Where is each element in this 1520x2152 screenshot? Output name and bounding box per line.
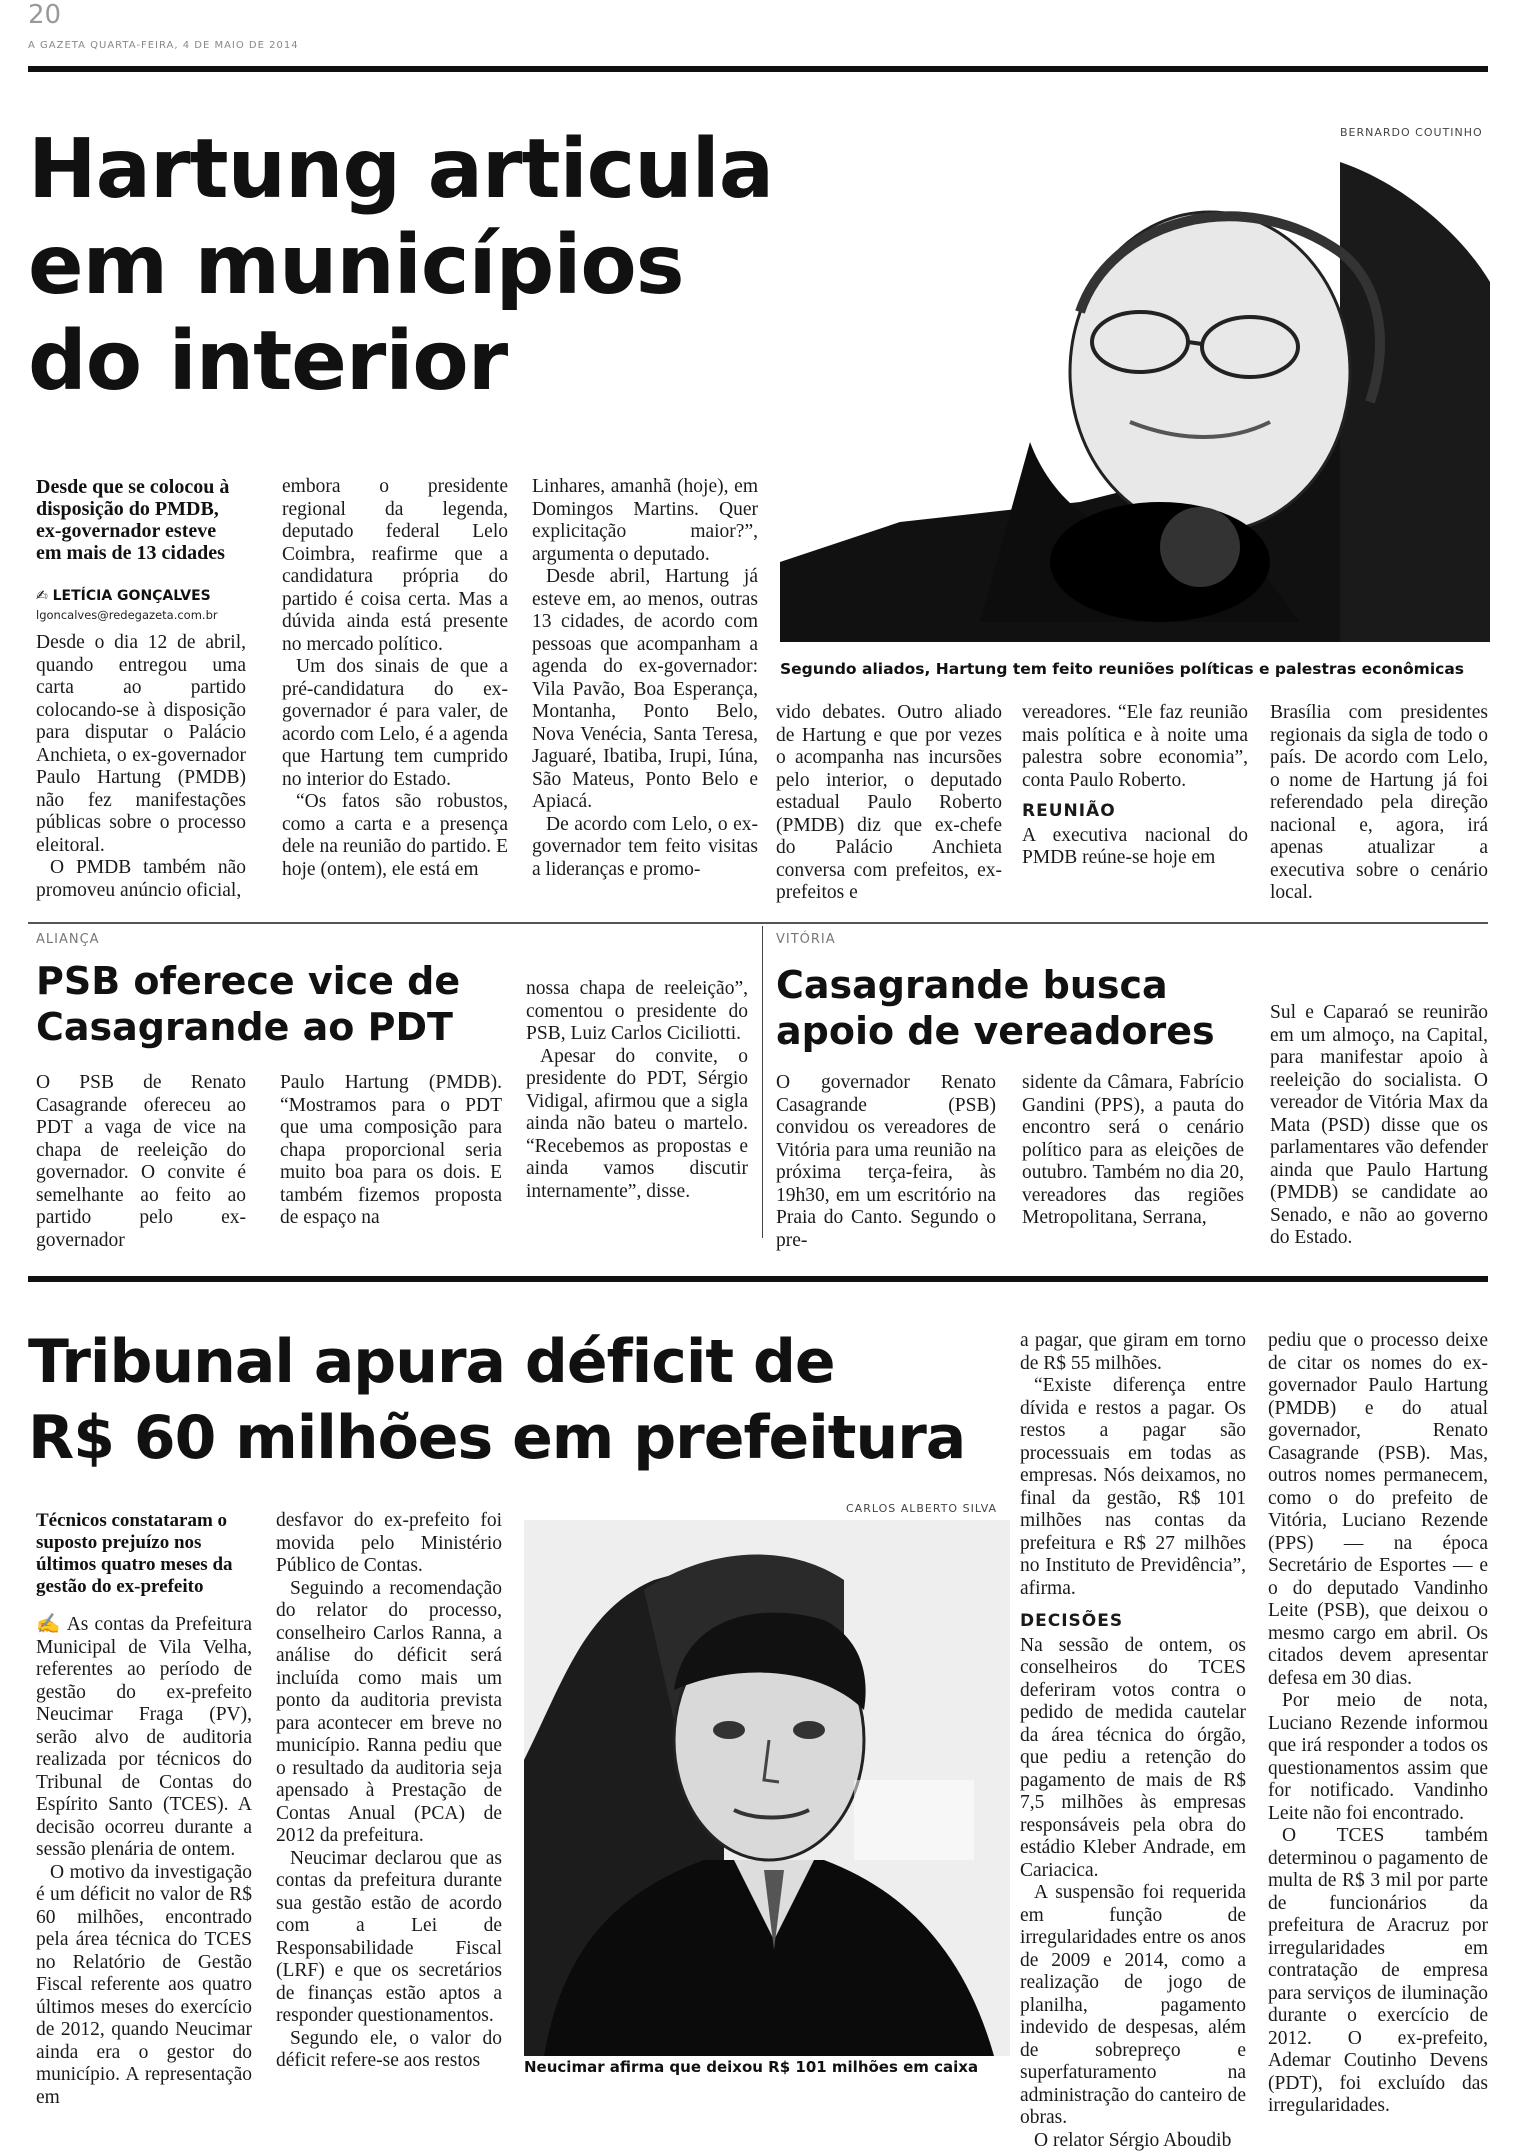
story1-section-head: REUNIÃO (1022, 801, 1116, 821)
story1-column-6: Brasília com presidentes regionais da sigla de todo o país. De acordo com Lelo, o nome de Hartung já foi referendado pela direção nacional e, agora, irá apenas atualizar a executiva sobre o cenário local. (1270, 702, 1488, 903)
story1-headline-line: do interior (28, 314, 508, 409)
story3-kicker: VITÓRIA (776, 932, 836, 947)
story1-column-3: Linhares, amanhã (hoje), em Domingos Martins. Quer explicitação maior?”, argumenta o deputado. Desde abril, Hartung já esteve em, ao menos, outras 13 cidades, de acordo com pessoas que acompanham a agenda do ex-governador: Vila Pavão, Boa Esperança, Montanha, Ponto Belo, Nova Venécia, Santa Teresa, Jaguaré, Ibatiba, Irupi, Iúna, São Mateus, Ponto Belo e Apiacá. De acordo com Lelo, o ex-governador tem feito visitas a lideranças e promo- (532, 476, 758, 880)
story1-headline-line: em municípios (28, 218, 684, 313)
story1-email: lgoncalves@redegazeta.com.br (36, 608, 218, 622)
story2-headline-line: Casagrande ao PDT (36, 1005, 453, 1049)
story2-column-2: Paulo Hartung (PMDB). “Mostramos para o PDT que uma composição para chapa proporcional seria muito boa para os dois. E também fizemos proposta de espaço na (280, 1072, 502, 1228)
story4-column-3: a pagar, que giram em torno de R$ 55 milhões. “Existe diferença entre dívida e restos a pagar. Os restos a pagar são processuais em todas as empresas. Nós deixamos, no final da gestão, R$ 101 milhões nas contas da prefeitura e R$ 27 milhões no Instituto de Previdência”, afirma. DECISÕES Na sessão de ontem, os conselheiros do TCES deferiram votos contra o pedido de medida cautelar da área técnica do órgão, que pediu a retenção do pagamento de mais de R$ 7,5 milhões às empresas responsáveis pela obra do estádio Kleber Andrade, em Cariacica. A suspensão foi requerida em função de irregularidades entre os anos de 2009 e 2014, como a realização de jogo de planilha, pagamento indevido de despesas, além de sobrepreço e superfaturamento na administração do canteiro de obras. O relator Sérgio Aboudib (1020, 1330, 1246, 2151)
story4-headline-line: R$ 60 milhões em prefeitura (28, 1403, 966, 1473)
mid-rule-2 (28, 1276, 1488, 1282)
story4-headline (28, 1324, 965, 1476)
story4-headline-line: Tribunal apura déficit de (28, 1327, 835, 1397)
story4-photo-caption: Neucimar afirma que deixou R$ 101 milhões em caixa (524, 2058, 979, 2076)
story1-column-4: vido debates. Outro aliado de Hartung e que por vezes o acompanha nas incursões pelo interior, o deputado estadual Paulo Roberto (PMDB) diz que ex-chefe do Palácio Anchieta conversa com prefeitos, ex-prefeitos e (776, 702, 1002, 903)
story4-column-1: ✍ As contas da Prefeitura Municipal de Vila Velha, referentes ao período de gestão do ex-prefeito Neucimar Fraga (PV), serão alvo de auditoria realizada por técnicos do Tribunal de Contas do Espírito Santo (TCES). A decisão ocorreu durante a sessão plenária de ontem. O motivo da investigação é um déficit no valor de R$ 60 milhões, encontrado pela área técnica do TCES no Relatório de Gestão Fiscal referente aos quatro últimos meses do exercício de 2012, quando Neucimar ainda era o gestor do município. A representação em (36, 1614, 252, 2108)
story2-headline (36, 958, 460, 1050)
page-number: 20 (28, 0, 62, 30)
masthead-line: A GAZETA QUARTA-FEIRA, 4 DE MAIO DE 2014 (28, 40, 299, 51)
story1-photo-caption: Segundo aliados, Hartung tem feito reuniões políticas e palestras econômicas (780, 660, 1465, 678)
story1-column-1: Desde o dia 12 de abril, quando entregou uma carta ao partido colocando-se à disposição para disputar o Palácio Anchieta, o ex-governador Paulo Hartung (PMDB) não fez manifestações públicas sobre o processo eleitoral. O PMDB também não promoveu anúncio oficial, (36, 632, 246, 901)
top-rule (28, 66, 1488, 72)
story4-column-4: pediu que o processo deixe de citar os nomes do ex-governador Paulo Hartung (PMDB) e do atual governador, Renato Casagrande (PSB). Mas, outros nomes permanecem, como o do prefeito de Vitória, Luciano Rezende (PPS) — na época Secretário de Esportes — e o do deputado Vandinho Leite (PSB), que deixou o mesmo cargo em abril. Os citados devem apresentar defesa em 30 dias. Por meio de nota, Luciano Rezende informou que irá responder a todos os questionamentos assim que for notificado. Vandinho Leite não foi encontrado. O TCES também determinou o pagamento de multa de R$ 3 mil por parte de funcionários da prefeitura de Aracruz por irregularidades em contratação de empresa para serviços de iluminação durante o exercício de 2012. O ex-prefeito, Ademar Coutinho Devens (PDT), foi excluído das irregularidades. (1268, 1330, 1488, 2116)
story1-photo-credit: BERNARDO COUTINHO (1340, 126, 1483, 139)
mid-rule-1 (28, 922, 1488, 924)
story4-subhead: Técnicos constataram o suposto prejuízo nos últimos quatro meses da gestão do ex-prefeito (36, 1510, 233, 1597)
story1-subhead: Desde que se colocou à disposição do PMDB, ex-governador esteve em mais de 13 cidades (36, 476, 230, 564)
story3-column-3: Sul e Caparaó se reunirão em um almoço, na Capital, para manifestar apoio à reeleição do socialista. O vereador de Vitória Max da Mata (PSD) disse que os parlamentares vão defender ainda que Paulo Hartung (PMDB) se candidate ao Senado, e não ao governo do Estado. (1270, 1002, 1488, 1248)
story2-column-1: O PSB de Renato Casagrande ofereceu ao PDT a vaga de vice na chapa de reeleição do governador. O convite é semelhante ao feito ao partido pelo ex-governador (36, 1072, 246, 1251)
pen-icon: ✍ (36, 588, 53, 604)
story3-headline-line: apoio de vereadores (776, 1009, 1215, 1053)
story1-headline (28, 122, 773, 410)
story1-column-5: vereadores. “Ele faz reunião mais política e à noite uma palestra sobre economia”, conta Paulo Roberto. REUNIÃO A executiva nacional do PMDB reúne-se hoje em (1022, 702, 1248, 868)
hartung-photo (780, 142, 1490, 642)
neucimar-photo (524, 1520, 1010, 2056)
column-divider (762, 926, 763, 1238)
pen-icon: ✍ (36, 1614, 67, 1635)
story2-kicker: ALIANÇA (36, 932, 100, 947)
story3-headline-line: Casagrande busca (776, 963, 1168, 1007)
story1-headline-line: Hartung articula (28, 122, 774, 217)
story3-column-2: sidente da Câmara, Fabrício Gandini (PPS), a pauta do encontro será o cenário político para as eleições de outubro. Também no dia 20, vereadores das regiões Metropolitana, Serrana, (1022, 1072, 1244, 1228)
neucimar-photo-image (524, 1520, 1010, 2056)
story2-headline-line: PSB oferece vice de (36, 959, 461, 1003)
story4-column-2: desfavor do ex-prefeito foi movida pelo Ministério Público de Contas. Seguindo a recomendação do relator do processo, conselheiro Carlos Ranna, a análise do déficit será incluída como mais um ponto da auditoria prevista para acontecer em breve no município. Ranna pediu que o resultado da auditoria seja apensado à Prestação de Contas Anual (PCA) de 2012 da prefeitura. Neucimar declarou que as contas da prefeitura durante sua gestão estão de acordo com a Lei de Responsabilidade Fiscal (LRF) e que os secretários de finanças estão aptos a responder questionamentos. Segundo ele, o valor do déficit refere-se aos restos (276, 1510, 502, 2071)
story1-byline: ✍ LETÍCIA GONÇALVES (36, 588, 211, 604)
story2-column-3: nossa chapa de reeleição”, comentou o presidente do PSB, Luiz Carlos Ciciliotti. Apesar do convite, o presidente do PDT, Sérgio Vidigal, afirmou que a sigla ainda não bateu o martelo. “Recebemos as propostas e ainda vamos discutir internamente”, disse. (526, 978, 748, 1202)
story4-photo-credit: CARLOS ALBERTO SILVA (846, 1502, 998, 1515)
story4-section-head: DECISÕES (1020, 1611, 1124, 1631)
hartung-photo-image (780, 142, 1490, 642)
story1-column-2: embora o presidente regional da legenda, deputado federal Lelo Coimbra, reafirme que a candidatura própria do partido é coisa certa. Mas a dúvida ainda está presente no mercado político. Um dos sinais de que a pré-candidatura do ex-governador é para valer, de acordo com Lelo, é a agenda que Hartung tem cumprido no interior do Estado. “Os fatos são robustos, como a carta e a presença dele na reunião do partido. E hoje (ontem), ele está em (282, 476, 508, 880)
story3-headline (776, 962, 1215, 1054)
story3-column-1: O governador Renato Casagrande (PSB) convidou os vereadores de Vitória para uma reunião na próxima terça-feira, às 19h30, em um escritório na Praia do Canto. Segundo o pre- (776, 1072, 996, 1251)
